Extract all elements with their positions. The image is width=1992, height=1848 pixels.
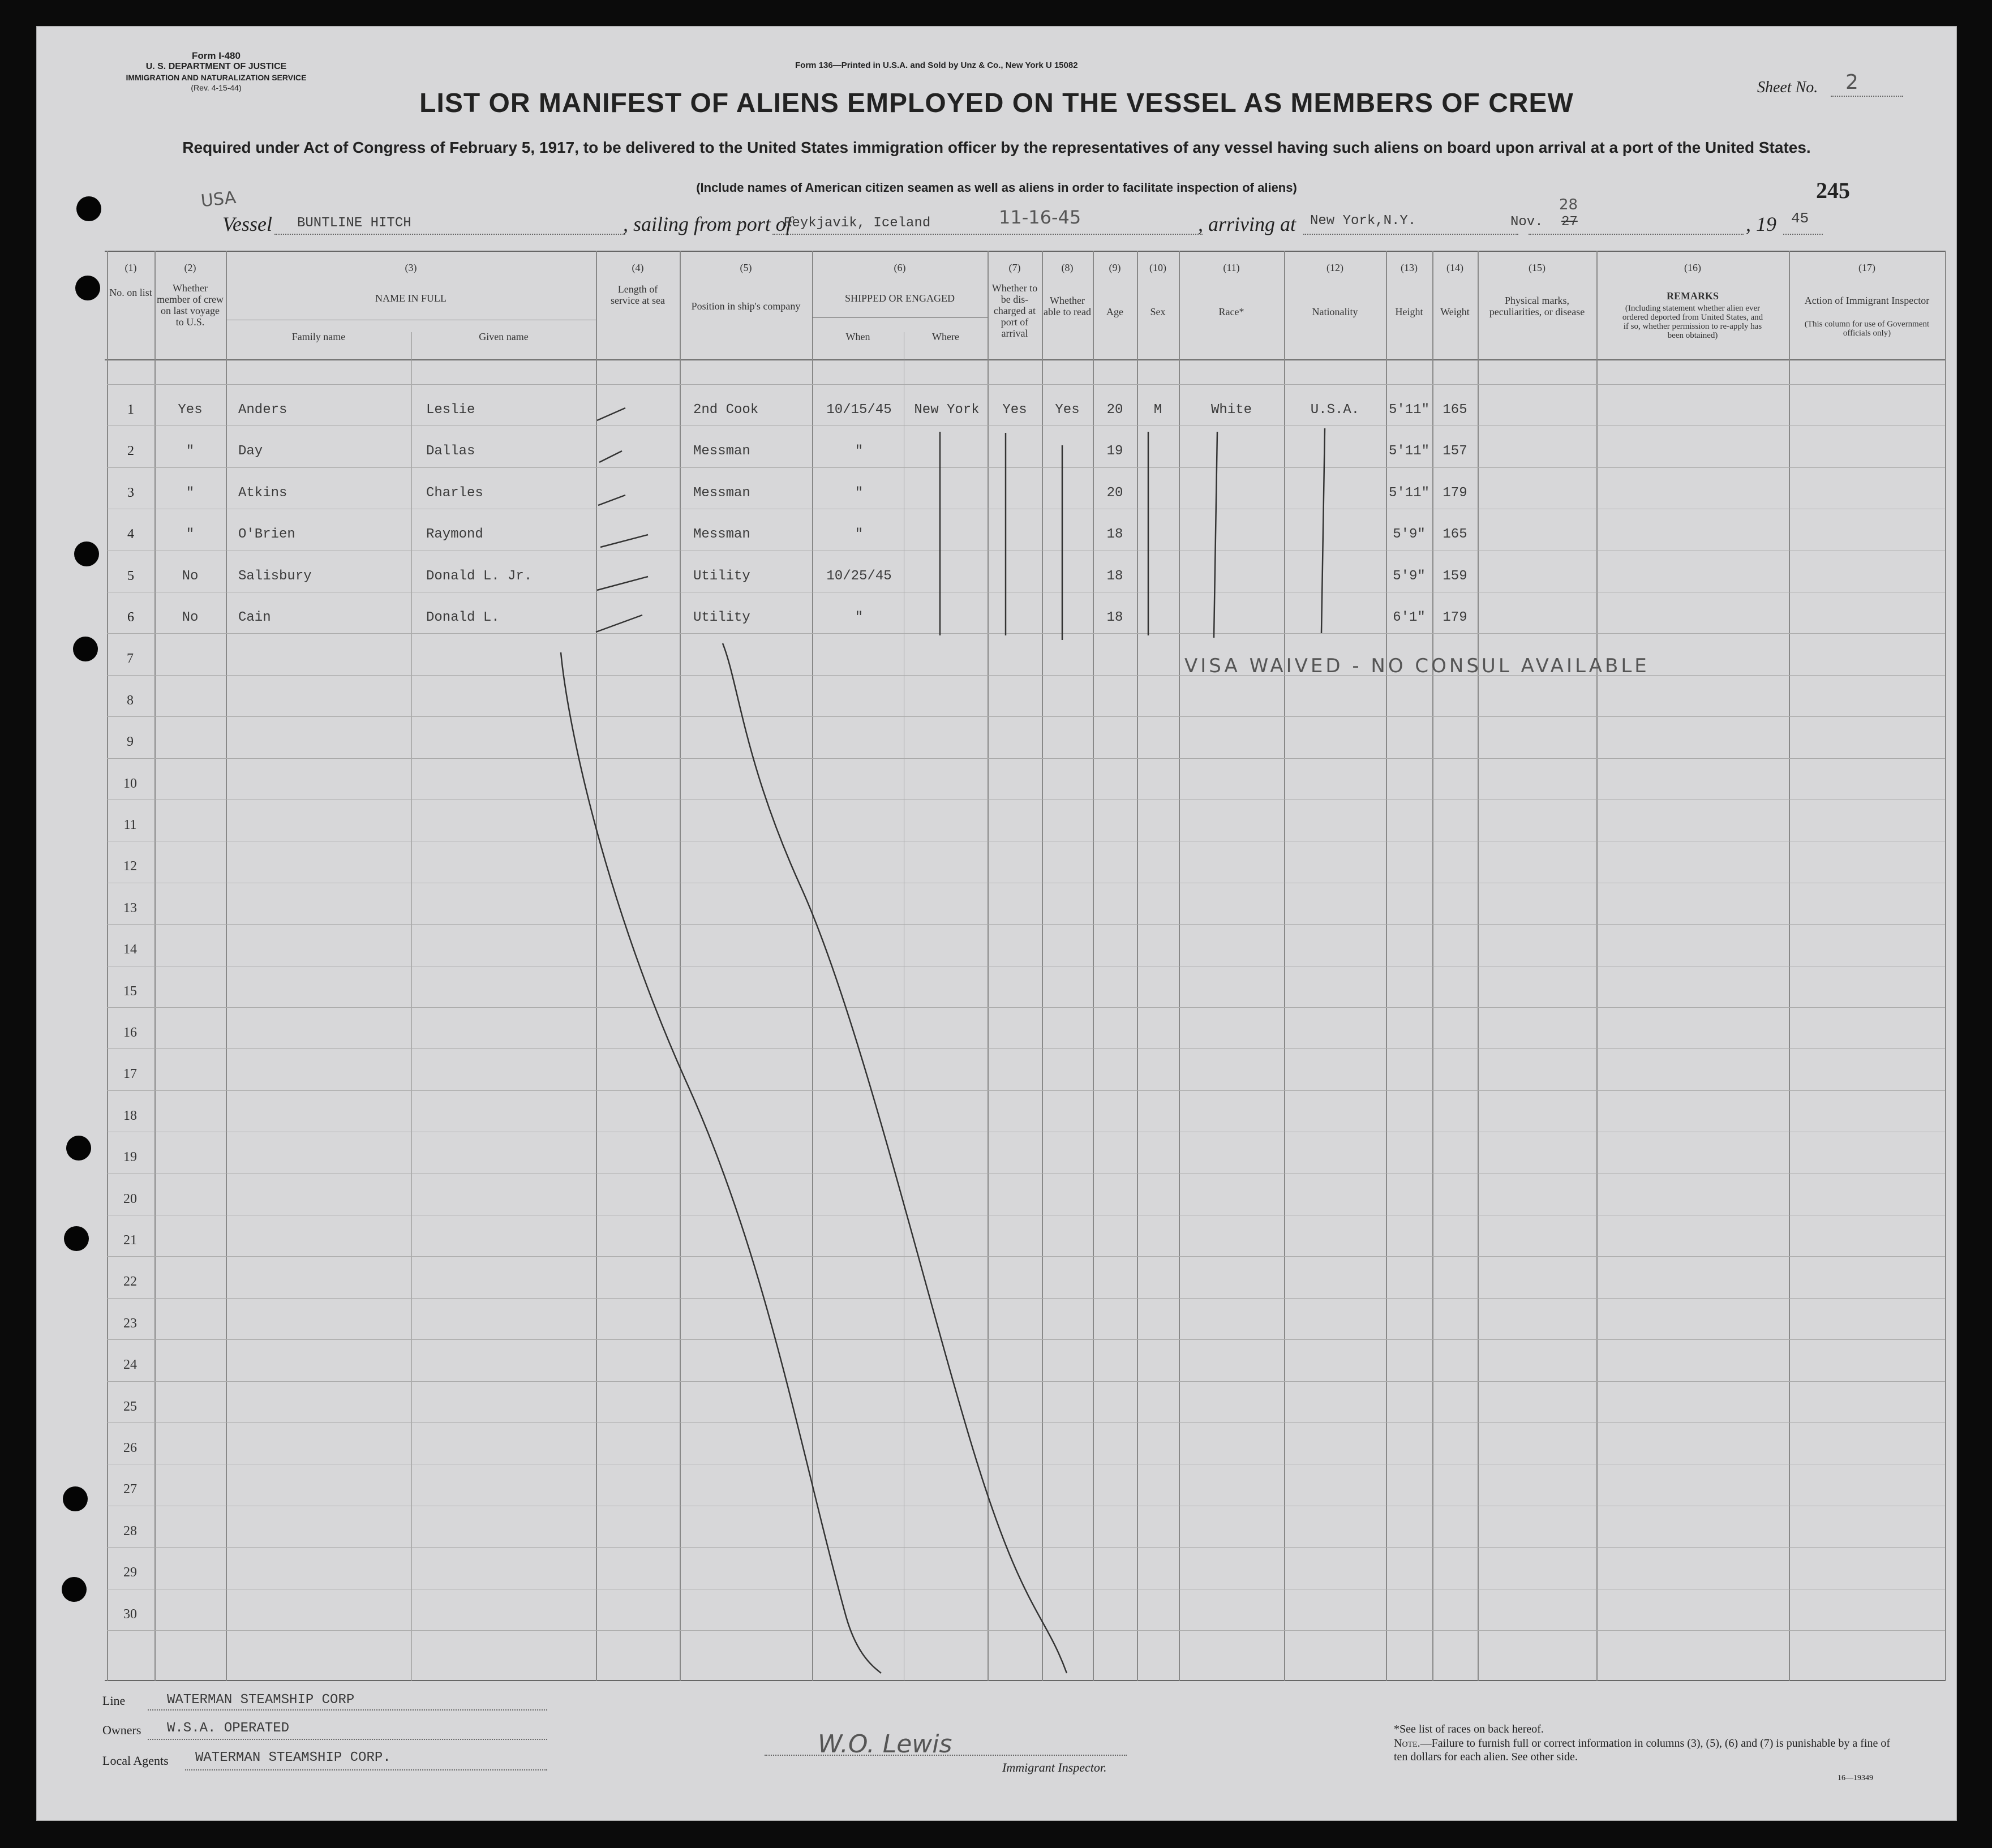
row-number: 1: [127, 402, 134, 417]
row-number: 22: [123, 1274, 137, 1290]
col-head-length-of-service: Length of service at sea: [611, 283, 665, 306]
height: 6'1": [1393, 610, 1426, 625]
inspector-label: Immigrant Inspector.: [1002, 1760, 1107, 1774]
printer-line: Form 136—Printed in U.S.A. and Sold by Unz & Co., New York U 15082: [795, 61, 1078, 70]
include-note: (Include names of American citizen seamen as well as aliens in order to facilitate inspection of aliens): [696, 180, 1297, 195]
family-name: Anders: [238, 402, 287, 418]
line-label: Line: [102, 1694, 126, 1708]
row-number: 29: [123, 1565, 137, 1580]
print-code: 16—19349: [1838, 1774, 1873, 1782]
departure-port: Reykjavik, Iceland: [784, 216, 931, 231]
arrival-port: New York,N.Y.: [1310, 213, 1416, 229]
discharged: Yes: [1002, 402, 1027, 418]
position: Messman: [693, 444, 750, 459]
col-head-last-voyage: Whether member of crew on last voyage to U.S.: [157, 282, 224, 328]
note-label: Note.: [1394, 1737, 1420, 1750]
col-head-position: Position in ship's company: [691, 300, 801, 312]
vessel-label: Vessel: [222, 213, 272, 235]
shipped-when: ": [855, 527, 864, 543]
sex: M: [1153, 402, 1162, 418]
last-voyage: ": [186, 485, 195, 501]
col-head-where: Where: [932, 331, 959, 342]
row-number: 17: [123, 1067, 137, 1082]
col-num-11: (11): [1223, 262, 1240, 273]
arriving-label: , arriving at: [1198, 213, 1296, 235]
col-head-remarks-note: (Including statement whether alien ever ordered deported from United States, and if so, whether permission to re-apply has been obtained): [1622, 304, 1763, 340]
shipped-when: ": [855, 444, 864, 459]
sailing-label: , sailing from port of: [623, 213, 792, 235]
col-head-sex: Sex: [1150, 306, 1166, 317]
col-num-2: (2): [184, 262, 196, 273]
last-voyage: No: [182, 568, 199, 584]
col-num-4: (4): [632, 262, 644, 273]
row-number: 16: [123, 1025, 137, 1040]
manifest-sheet: [36, 26, 1957, 1821]
year-label: , 19: [1746, 213, 1776, 235]
given-name: Donald L.: [426, 610, 500, 625]
last-voyage: ": [186, 444, 195, 459]
last-voyage: Yes: [178, 402, 203, 418]
col-head-family-name: Family name: [291, 331, 346, 342]
race: White: [1210, 402, 1252, 418]
position: Messman: [693, 527, 750, 543]
inspector-signature: W.O. Lewis: [818, 1730, 952, 1759]
col-head-weight: Weight: [1440, 306, 1470, 317]
row-number: 14: [123, 942, 137, 957]
checkmark: [597, 577, 648, 590]
arrival-year: 45: [1791, 210, 1809, 227]
row-number: 2: [127, 444, 134, 459]
age: 19: [1106, 444, 1123, 459]
col-head-shipped: SHIPPED OR ENGAGED: [844, 293, 955, 304]
position: Utility: [693, 568, 750, 584]
arrival-day: 28: [1559, 196, 1578, 213]
age: 20: [1106, 402, 1123, 418]
department: U. S. DEPARTMENT OF JUSTICE: [145, 62, 287, 71]
col-head-physical-marks: Physical marks, peculiarities, or disease: [1489, 295, 1585, 317]
owners-label: Owners: [102, 1723, 141, 1737]
owners-value: W.S.A. OPERATED: [167, 1721, 290, 1736]
country-note: USA: [200, 187, 237, 212]
col-num-3: (3): [405, 262, 417, 273]
shipped-when: ": [855, 485, 864, 501]
row-number: 30: [123, 1606, 137, 1622]
weight: 165: [1443, 402, 1467, 418]
row-number: 9: [127, 734, 134, 750]
arrival-day-struck: 27: [1561, 214, 1578, 230]
given-name: Dallas: [426, 444, 475, 459]
col-num-12: (12): [1326, 262, 1343, 273]
agents-label: Local Agents: [102, 1754, 169, 1768]
row-number: 7: [127, 651, 134, 667]
row-number: 10: [123, 776, 137, 791]
weight: 159: [1443, 568, 1467, 584]
shipped-when: 10/15/45: [826, 402, 892, 418]
family-name: Salisbury: [238, 568, 312, 584]
col-num-9: (9): [1109, 262, 1121, 273]
given-name: Donald L. Jr.: [426, 568, 533, 584]
given-name: Leslie: [426, 402, 475, 418]
family-name: Cain: [238, 610, 271, 625]
col-head-height: Height: [1395, 306, 1423, 317]
ditto-line: [1214, 432, 1217, 638]
col-head-nationality: Nationality: [1312, 306, 1358, 317]
row-number: 3: [127, 485, 134, 500]
checkmark: [600, 535, 648, 547]
row-number: 4: [127, 527, 134, 542]
col-num-14: (14): [1446, 262, 1463, 273]
document-title: LIST OR MANIFEST OF ALIENS EMPLOYED ON THE VESSEL AS MEMBERS OF CREW: [419, 88, 1574, 118]
able-to-read: Yes: [1055, 402, 1080, 418]
age: 20: [1106, 485, 1123, 501]
col-num-17: (17): [1858, 262, 1875, 273]
col-num-10: (10): [1149, 262, 1166, 273]
age: 18: [1106, 527, 1123, 543]
height: 5'11": [1388, 444, 1429, 459]
arrival-month: Nov.: [1510, 214, 1543, 230]
height: 5'9": [1393, 527, 1426, 543]
row-number: 21: [123, 1233, 137, 1248]
row-number: 5: [127, 568, 134, 583]
row-number: 19: [123, 1150, 137, 1165]
col-head-no-on-list: No. on list: [109, 287, 152, 298]
last-voyage: No: [182, 610, 199, 625]
col-num-8: (8): [1061, 262, 1074, 273]
handwritten-marks: [37, 27, 1956, 1820]
diagonal-strike: [723, 643, 1067, 1673]
col-head-inspector-action: Action of Immigrant Inspector: [1804, 295, 1930, 306]
col-head-given-name: Given name: [479, 331, 529, 342]
family-name: O'Brien: [238, 527, 295, 543]
row-number: 20: [123, 1191, 137, 1206]
row-number: 6: [127, 610, 134, 625]
form-number: Form I-480: [192, 50, 241, 61]
checkmark: [599, 451, 622, 462]
col-head-remarks: REMARKS: [1666, 290, 1719, 302]
diagonal-strike: [561, 652, 881, 1673]
row-number: 8: [127, 693, 134, 708]
col-num-6: (6): [894, 262, 906, 273]
last-voyage: ": [186, 527, 195, 543]
position: Utility: [693, 610, 750, 625]
races-note: *See list of races on back hereof.: [1394, 1723, 1544, 1735]
sheet-label: Sheet No.: [1757, 79, 1818, 96]
family-name: Atkins: [238, 485, 287, 501]
col-head-inspector-note: (This column for use of Government officials only): [1804, 320, 1930, 338]
col-head-race: Race*: [1218, 306, 1244, 317]
col-num-16: (16): [1684, 262, 1701, 273]
col-head-able-to-read: Whether able to read: [1044, 295, 1091, 317]
col-num-13: (13): [1401, 262, 1418, 273]
row-number: 27: [123, 1482, 137, 1497]
penalty-note: [1394, 1737, 1892, 1764]
shipped-where: New York: [914, 402, 980, 418]
note-text: —Failure to furnish full or correct information in columns (3), (5), (6) and (7) is punishable by a fine of ten dollars for each alien. See other side.: [1394, 1737, 1891, 1763]
weight: 157: [1443, 444, 1467, 459]
row-number: 24: [123, 1357, 137, 1373]
ditto-line: [1321, 428, 1325, 633]
row-number: 11: [123, 818, 137, 832]
page-number: 245: [1816, 178, 1850, 203]
line-value: WATERMAN STEAMSHIP CORP: [167, 1692, 355, 1708]
shipped-when: ": [855, 610, 864, 625]
checkmark: [596, 615, 642, 632]
checkmark: [597, 408, 625, 420]
nationality: U.S.A.: [1310, 402, 1360, 418]
col-num-15: (15): [1529, 262, 1545, 273]
col-num-7: (7): [1008, 262, 1021, 273]
age: 18: [1106, 568, 1123, 584]
row-number: 13: [123, 900, 137, 916]
revision: (Rev. 4-15-44): [191, 83, 242, 92]
col-head-name: NAME IN FULL: [375, 293, 447, 304]
given-name: Charles: [426, 485, 483, 501]
row-number: 28: [123, 1523, 137, 1538]
weight: 179: [1443, 610, 1467, 625]
col-head-discharged: Whether to be dis-charged at port of arrival: [991, 282, 1038, 339]
required-statement: Required under Act of Congress of February 5, 1917, to be delivered to the United States immigration officer by the representatives of any vessel having such aliens on board upon arrival at a port of the United States.: [182, 139, 1811, 156]
row-number: 15: [123, 983, 137, 999]
col-num-1: (1): [124, 262, 137, 273]
col-head-age: Age: [1106, 306, 1123, 317]
position: Messman: [693, 485, 750, 501]
row-number: 18: [123, 1108, 137, 1123]
given-name: Raymond: [426, 527, 483, 543]
sheet-number: 2: [1845, 71, 1858, 94]
agents-value: WATERMAN STEAMSHIP CORP.: [195, 1750, 391, 1765]
service: IMMIGRATION AND NATURALIZATION SERVICE: [126, 73, 307, 82]
weight: 179: [1443, 485, 1467, 501]
visa-waived-note: VISA WAIVED - NO CONSUL AVAILABLE: [1184, 655, 1650, 677]
family-name: Day: [238, 444, 263, 459]
checkmark: [598, 495, 625, 505]
shipped-when: 10/25/45: [826, 568, 892, 584]
position: 2nd Cook: [693, 402, 759, 418]
weight: 165: [1443, 527, 1467, 543]
height: 5'11": [1388, 485, 1429, 501]
sailing-date: 11-16-45: [999, 207, 1081, 228]
row-number: 23: [123, 1316, 137, 1331]
col-head-when: When: [845, 331, 870, 342]
row-number: 12: [123, 859, 137, 874]
vessel-name: BUNTLINE HITCH: [297, 216, 411, 231]
height: 5'11": [1388, 402, 1429, 418]
row-number: 25: [123, 1399, 137, 1414]
col-num-5: (5): [740, 262, 752, 273]
height: 5'9": [1393, 568, 1426, 584]
age: 18: [1106, 610, 1123, 625]
row-number: 26: [123, 1441, 137, 1455]
